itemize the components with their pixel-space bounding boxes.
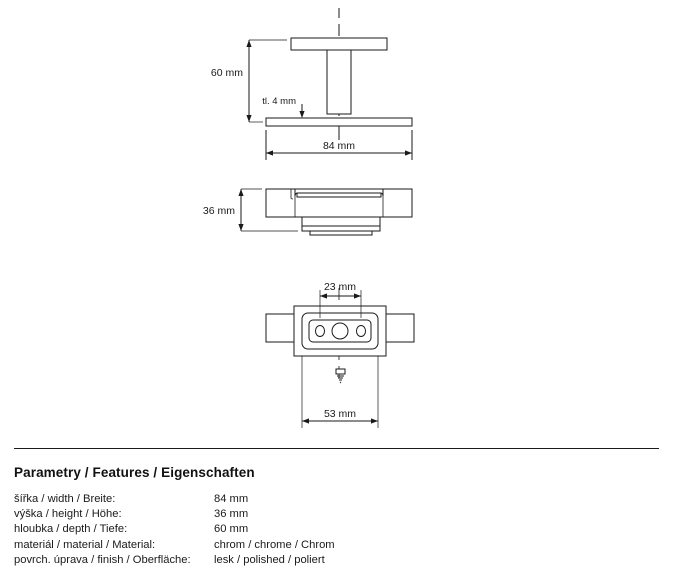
top-view (266, 281, 414, 428)
table-row (14, 508, 474, 523)
specification-section (0, 448, 677, 569)
dim-width-84: 84 mm (322, 140, 356, 152)
spec-value: 60 mm (214, 523, 249, 536)
spec-value: 36 mm (214, 508, 249, 521)
dim-outer-53: 53 mm (323, 408, 357, 420)
screw-symbol (336, 369, 345, 383)
spec-label: povrch. úprava / finish / Oberfläche: (14, 553, 191, 566)
dim-height-60: 60 mm (210, 67, 243, 79)
table-row (14, 523, 474, 538)
dim-depth-36: 36 mm (202, 205, 235, 217)
spec-label: výška / height / Höhe: (14, 508, 122, 521)
table-row (14, 493, 474, 508)
side-view (203, 189, 412, 235)
table-row (14, 539, 474, 554)
spec-label: materiál / material / Material: (14, 538, 156, 551)
spec-table (14, 493, 474, 569)
spec-value: 84 mm (214, 493, 249, 505)
spec-label: hloubka / depth / Tiefe: (14, 523, 128, 536)
dim-inner-23: 23 mm (323, 281, 357, 293)
front-view (211, 8, 412, 160)
spec-value: lesk / polished / poliert (214, 553, 325, 566)
spec-label: šířka / width / Breite: (14, 493, 116, 505)
dim-thickness-4: tl. 4 mm (262, 96, 296, 107)
spec-value: chrom / chrome / Chrom (214, 538, 335, 551)
spec-heading: Parametry / Features / Eigenschaften (14, 465, 255, 480)
section-divider (14, 448, 659, 449)
table-row (14, 554, 474, 569)
